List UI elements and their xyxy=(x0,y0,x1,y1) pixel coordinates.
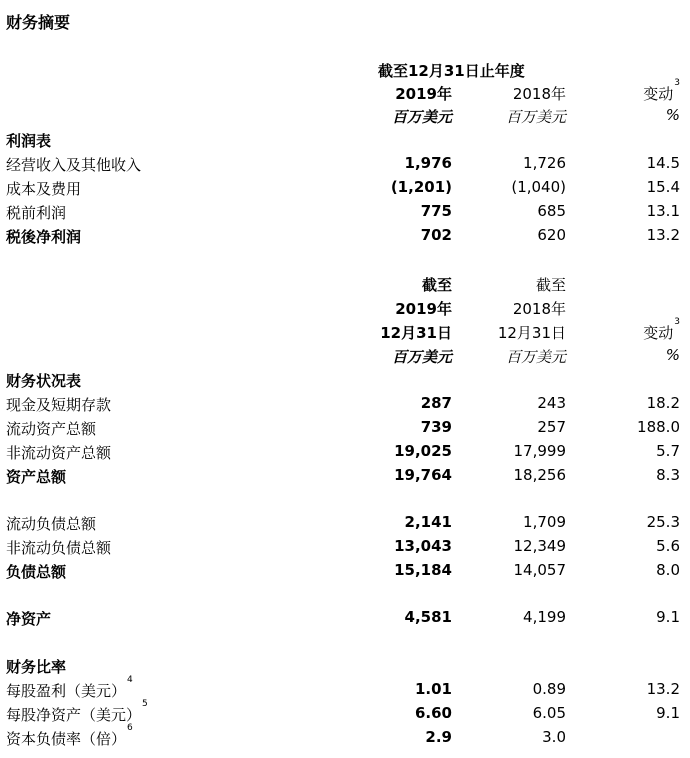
row-label: 净资产 xyxy=(6,610,52,628)
value-2018: 6.05 xyxy=(532,704,566,722)
value-2019: 287 xyxy=(420,394,452,412)
value-2018: 685 xyxy=(537,202,566,220)
row-label: 税後净利润 xyxy=(6,228,82,246)
row-label: 资产总额 xyxy=(6,468,67,486)
value-2019: 1.01 xyxy=(414,680,452,698)
value-2019: 19,764 xyxy=(394,466,452,484)
value-change: 5.7 xyxy=(656,442,680,460)
row-label: 每股净资产（美元）$^5$ xyxy=(6,699,148,724)
value-2018: 17,999 xyxy=(513,442,566,460)
change-header: 变动$^3$ xyxy=(643,78,680,103)
period-header: 截至12月31日止年度 xyxy=(378,62,525,80)
row-label: 非流动负债总额 xyxy=(6,539,112,557)
value-change: 14.5 xyxy=(646,154,680,172)
value-change: 5.6 xyxy=(656,537,680,555)
value-2019: 739 xyxy=(420,418,452,436)
row-label: 现金及短期存款 xyxy=(6,396,112,414)
row-label: 成本及费用 xyxy=(6,180,82,198)
value-change: 188.0 xyxy=(637,418,680,436)
year-2018-header: 2018年 xyxy=(512,85,566,103)
value-change: 13.1 xyxy=(646,202,680,220)
value-2018: 620 xyxy=(537,226,566,244)
year-2019-header: 2019年 xyxy=(395,85,452,103)
balance-unit-2019: 百万美元 xyxy=(391,348,452,366)
value-change: 8.3 xyxy=(656,466,680,484)
value-2019: 19,025 xyxy=(394,442,452,460)
percent-unit: % xyxy=(665,106,680,124)
value-change: 15.4 xyxy=(646,178,680,196)
balance-h2b: 2018年 xyxy=(512,300,566,318)
value-2018: 257 xyxy=(537,418,566,436)
value-2019: 2,141 xyxy=(404,513,452,531)
value-change: 13.2 xyxy=(646,226,680,244)
unit-2019: 百万美元 xyxy=(391,108,452,126)
value-2018: 4,199 xyxy=(523,608,566,626)
value-2018: 18,256 xyxy=(513,466,566,484)
row-label: 流动资产总额 xyxy=(6,420,97,438)
value-2018: 1,726 xyxy=(523,154,566,172)
row-label: 负债总额 xyxy=(6,563,67,581)
balance-h2a: 截至 xyxy=(535,276,566,294)
row-label: 每股盈利（美元）$^4$ xyxy=(6,675,133,700)
value-2018: 0.89 xyxy=(532,680,566,698)
value-2018: 243 xyxy=(537,394,566,412)
page-title: 财务摘要 xyxy=(6,13,71,32)
value-2019: 13,043 xyxy=(394,537,452,555)
value-2018: 14,057 xyxy=(513,561,566,579)
row-label: 税前利润 xyxy=(6,204,67,222)
value-change: 13.2 xyxy=(646,680,680,698)
row-label: 资本负债率（倍）$^6$ xyxy=(6,723,133,748)
value-2019: 702 xyxy=(420,226,452,244)
value-change: 9.1 xyxy=(656,608,680,626)
value-2018: 12,349 xyxy=(513,537,566,555)
row-label: 经营收入及其他收入 xyxy=(6,156,142,174)
balance-h1a: 截至 xyxy=(421,276,452,294)
value-2019: 4,581 xyxy=(404,608,452,626)
value-change: 25.3 xyxy=(646,513,680,531)
section-income: 利润表 xyxy=(6,132,52,150)
value-2019: (1,201) xyxy=(390,178,452,196)
value-2018: 3.0 xyxy=(542,728,566,746)
value-2019: 2.9 xyxy=(425,728,452,746)
value-change: 18.2 xyxy=(646,394,680,412)
value-2018: 1,709 xyxy=(523,513,566,531)
balance-h1b: 2019年 xyxy=(395,300,452,318)
unit-2018: 百万美元 xyxy=(505,108,566,126)
balance-unit-2018: 百万美元 xyxy=(505,348,566,366)
value-2019: 15,184 xyxy=(394,561,452,579)
value-2019: 6.60 xyxy=(414,704,452,722)
balance-h2c: 12月31日 xyxy=(497,324,566,342)
value-2019: 1,976 xyxy=(404,154,452,172)
balance-h1c: 12月31日 xyxy=(380,324,452,342)
row-label: 非流动资产总额 xyxy=(6,444,112,462)
value-change: 8.0 xyxy=(656,561,680,579)
section-ratios: 财务比率 xyxy=(6,658,67,676)
value-2019: 775 xyxy=(420,202,452,220)
value-2018: (1,040) xyxy=(511,178,566,196)
value-change: 9.1 xyxy=(656,704,680,722)
balance-percent-unit: % xyxy=(665,346,680,364)
balance-change-header: 变动$^3$ xyxy=(643,317,680,342)
section-balance: 财务状况表 xyxy=(6,372,82,390)
row-label: 流动负债总额 xyxy=(6,515,97,533)
